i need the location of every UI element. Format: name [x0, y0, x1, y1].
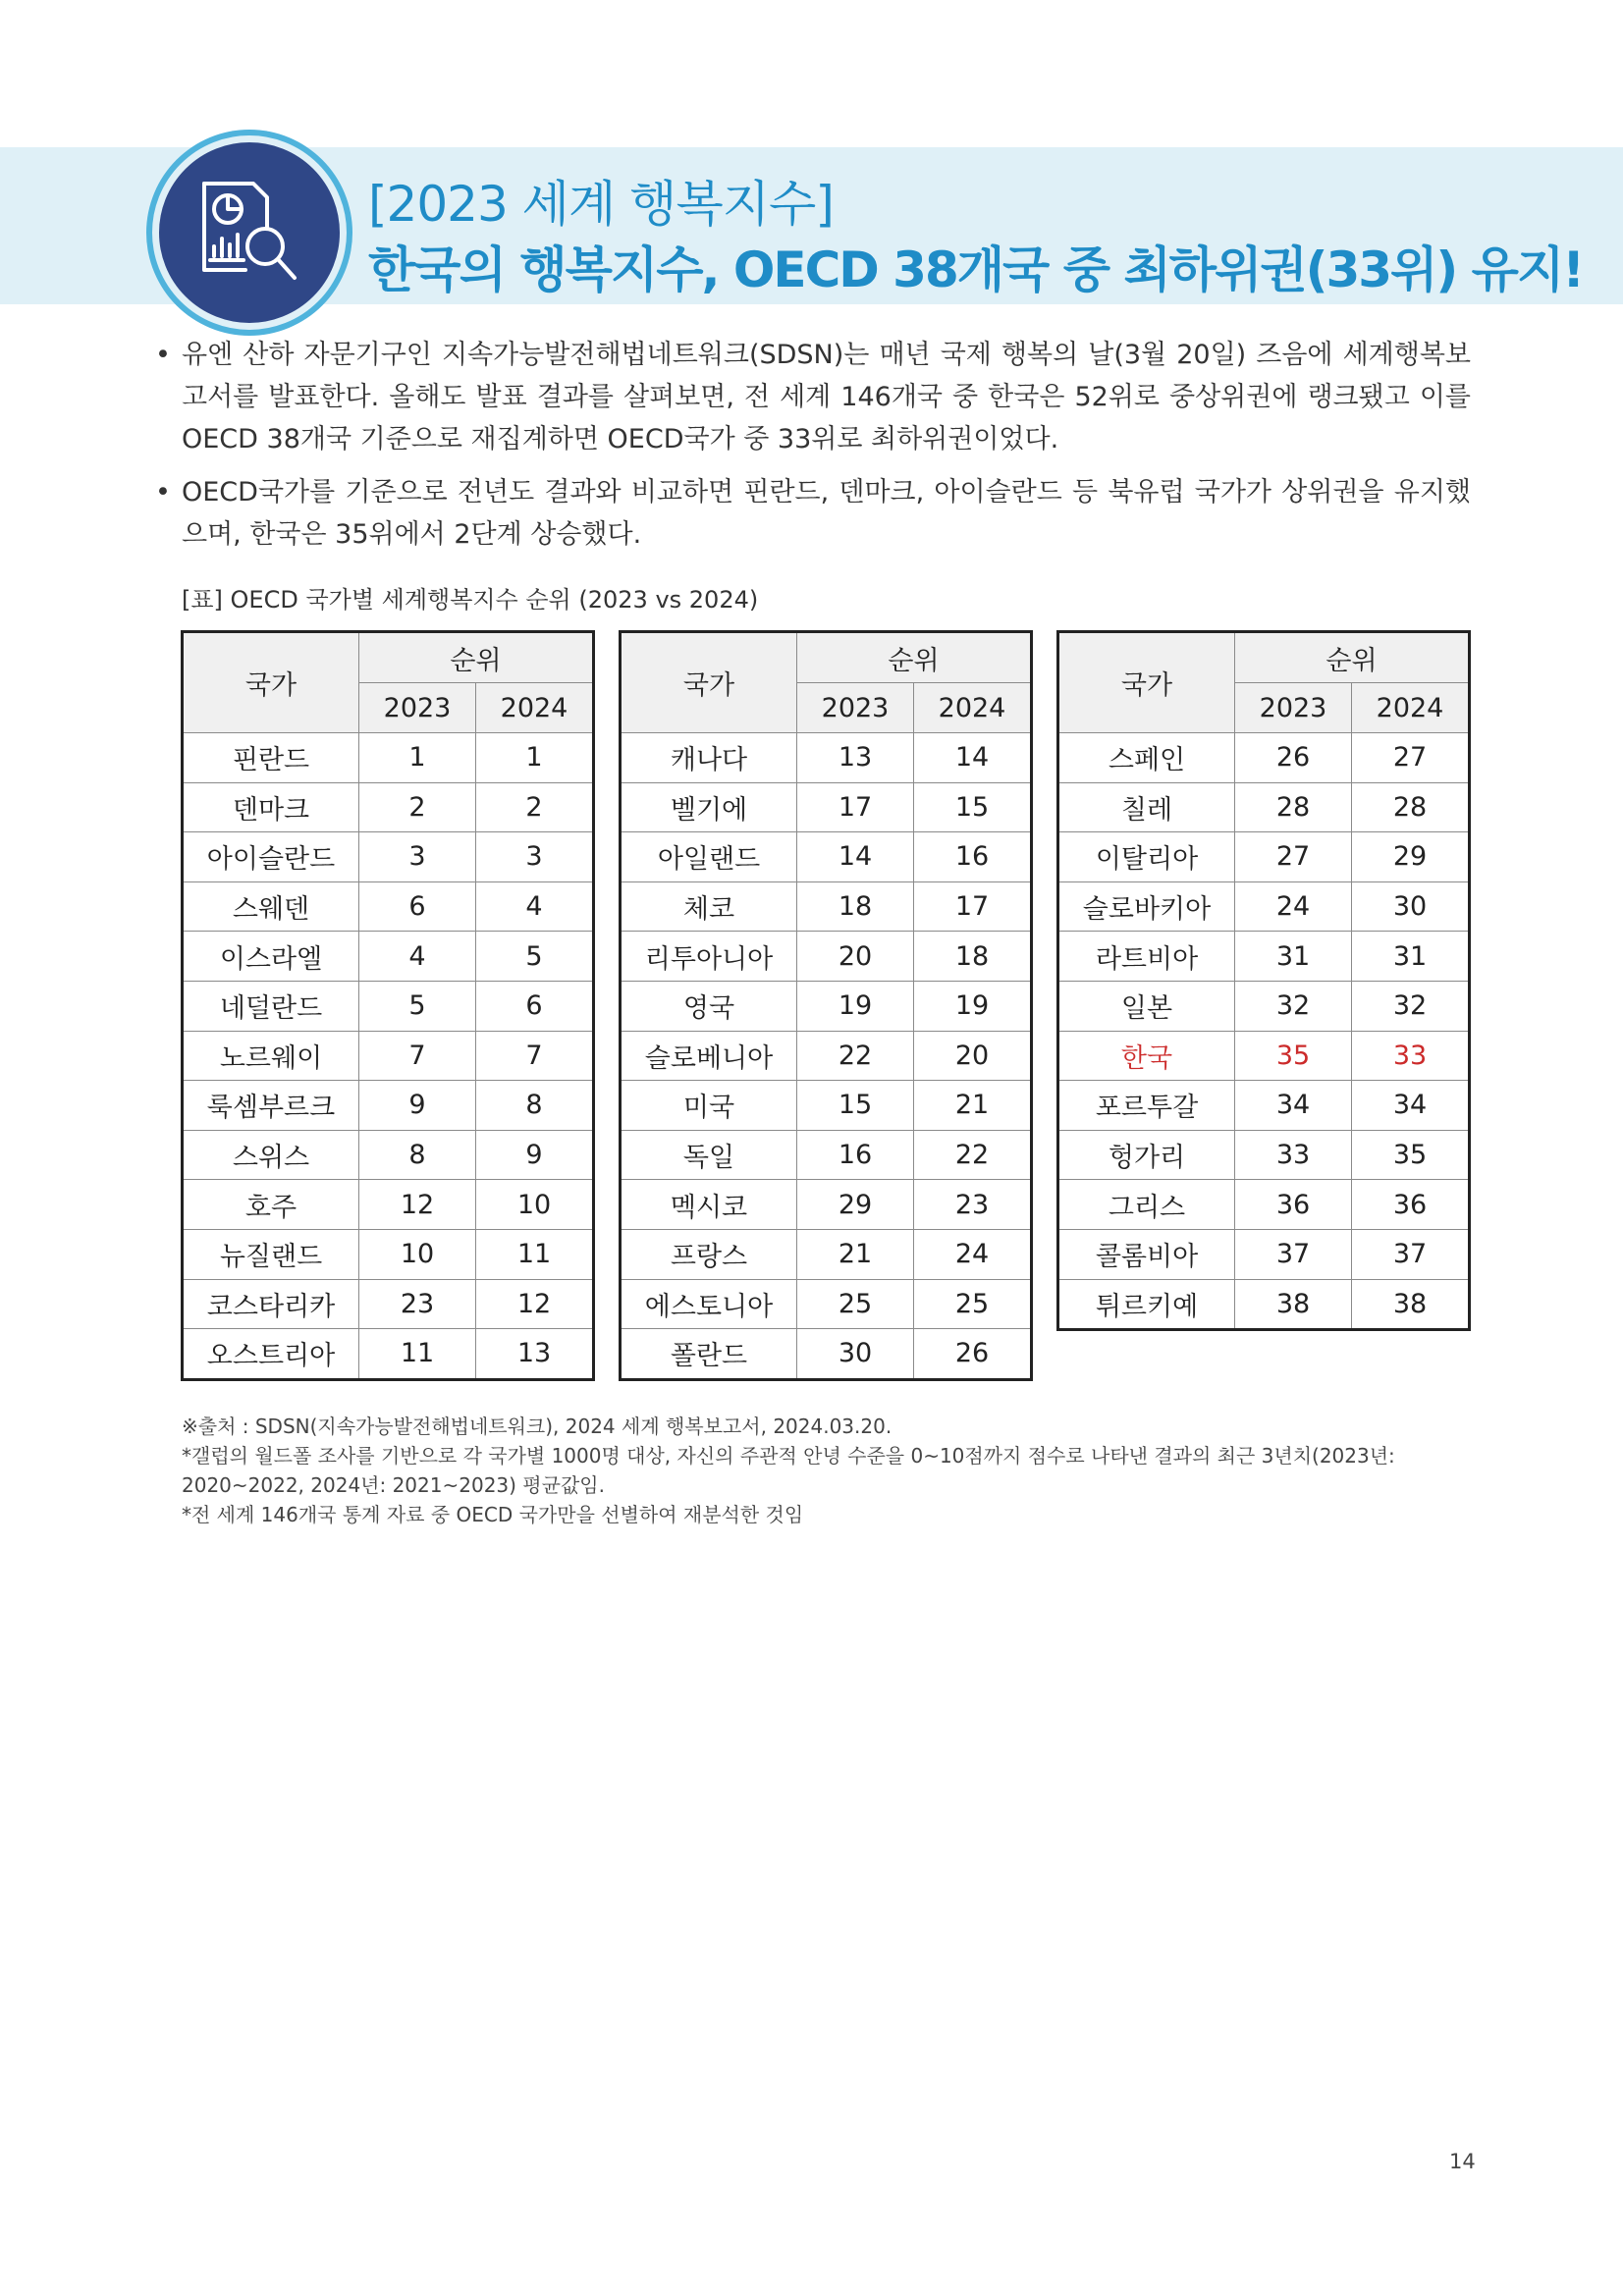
rank-2023-cell: 23 [359, 1279, 476, 1329]
rank-2023-cell: 20 [797, 932, 914, 982]
table-row [1058, 981, 1470, 1031]
country-cell: 스페인 [1058, 733, 1235, 783]
country-cell: 핀란드 [183, 733, 359, 783]
rank-2024-cell: 10 [476, 1180, 594, 1230]
table-row [183, 1031, 594, 1081]
rank-2023-cell: 9 [359, 1081, 476, 1131]
table-row [183, 932, 594, 982]
country-cell: 룩셈부르크 [183, 1081, 359, 1131]
table-header-row [621, 632, 1032, 683]
rank-2024-cell: 38 [1352, 1279, 1470, 1330]
country-cell: 이탈리아 [1058, 832, 1235, 882]
rank-2024-cell: 5 [476, 932, 594, 982]
rank-2023-cell: 11 [359, 1329, 476, 1380]
rank-2024-cell: 20 [914, 1031, 1032, 1081]
rank-2024-cell: 12 [476, 1279, 594, 1329]
rank-2024-cell: 32 [1352, 981, 1470, 1031]
table-row [621, 782, 1032, 832]
country-cell: 일본 [1058, 981, 1235, 1031]
rank-2024-cell: 22 [914, 1130, 1032, 1180]
rank-2023-cell: 13 [797, 733, 914, 783]
country-cell: 코스타리카 [183, 1279, 359, 1329]
table-row [1058, 733, 1470, 783]
country-cell: 슬로베니아 [621, 1031, 797, 1081]
rank-2023-cell: 14 [797, 832, 914, 882]
bullet-item [155, 334, 1471, 460]
country-cell: 스웨덴 [183, 881, 359, 932]
table-row [183, 1180, 594, 1230]
country-cell: 덴마크 [183, 782, 359, 832]
country-cell: 뉴질랜드 [183, 1229, 359, 1279]
rank-2024-cell: 28 [1352, 782, 1470, 832]
rank-2024-cell: 18 [914, 932, 1032, 982]
header-year-2024: 2024 [914, 683, 1032, 733]
table-row [183, 782, 594, 832]
bullet-item [155, 471, 1471, 556]
rank-2024-cell: 29 [1352, 832, 1470, 882]
rank-2023-cell: 18 [797, 881, 914, 932]
table-row [1058, 832, 1470, 882]
header-rank: 순위 [1235, 632, 1470, 683]
rank-2023-cell: 25 [797, 1279, 914, 1329]
title-line-1: [2023 세계 행복지수] [368, 176, 834, 233]
rank-2023-cell: 5 [359, 981, 476, 1031]
country-cell: 영국 [621, 981, 797, 1031]
table-header-row [1058, 632, 1470, 683]
header-year-2023: 2023 [359, 683, 476, 733]
ranking-table-3 [1056, 630, 1471, 1331]
table-row [183, 1329, 594, 1380]
country-cell: 스위스 [183, 1130, 359, 1180]
rank-2023-cell: 30 [797, 1329, 914, 1380]
rank-2023-cell: 6 [359, 881, 476, 932]
rank-2023-cell: 16 [797, 1130, 914, 1180]
rank-2023-cell: 35 [1235, 1031, 1352, 1081]
header-year-2023: 2023 [797, 683, 914, 733]
header-country: 국가 [1058, 632, 1235, 733]
table-header-row [183, 632, 594, 683]
country-cell: 슬로바키아 [1058, 881, 1235, 932]
bullet-marker: • [155, 477, 171, 507]
rank-2023-cell: 1 [359, 733, 476, 783]
rank-2023-cell: 4 [359, 932, 476, 982]
rank-2024-cell: 15 [914, 782, 1032, 832]
ranking-table-2 [619, 630, 1033, 1381]
table-row [621, 1279, 1032, 1329]
table-row [621, 1229, 1032, 1279]
source-note: ※출처 : SDSN(지속가능발전해법네트워크), 2024 세계 행복보고서, 2024.03.20. [182, 1415, 893, 1438]
rank-2024-cell: 31 [1352, 932, 1470, 982]
rank-2023-cell: 37 [1235, 1229, 1352, 1279]
country-cell: 오스트리아 [183, 1329, 359, 1380]
rank-2024-cell: 14 [914, 733, 1032, 783]
ranking-table-1 [181, 630, 595, 1381]
method-note: *갤럽의 월드폴 조사를 기반으로 각 국가별 1000명 대상, 자신의 주관적 안녕 수준을 0~10점까지 점수로 나타낸 결과의 최근 3년치(2023년: 2020~2022, 2024년: 2021~2023) 평균값임. [182, 1444, 1395, 1497]
rank-2023-cell: 19 [797, 981, 914, 1031]
country-cell: 멕시코 [621, 1180, 797, 1230]
rank-2024-cell: 16 [914, 832, 1032, 882]
country-cell: 이스라엘 [183, 932, 359, 982]
rank-2023-cell: 26 [1235, 733, 1352, 783]
rank-2024-cell: 30 [1352, 881, 1470, 932]
rank-2024-cell: 25 [914, 1279, 1032, 1329]
table-row [183, 981, 594, 1031]
table-row [621, 1081, 1032, 1131]
table-row [621, 1130, 1032, 1180]
table-row [1058, 1229, 1470, 1279]
table-row [183, 881, 594, 932]
rank-2024-cell: 27 [1352, 733, 1470, 783]
rank-2024-cell: 37 [1352, 1229, 1470, 1279]
table-row [183, 733, 594, 783]
table-row [1058, 1279, 1470, 1330]
rank-2024-cell: 2 [476, 782, 594, 832]
header-year-2024: 2024 [476, 683, 594, 733]
rank-2023-cell: 10 [359, 1229, 476, 1279]
rank-2024-cell: 4 [476, 881, 594, 932]
table-row [1058, 881, 1470, 932]
rank-2024-cell: 3 [476, 832, 594, 882]
scope-note: *전 세계 146개국 통계 자료 중 OECD 국가만을 선별하여 재분석한 것임 [182, 1503, 804, 1526]
table-row [621, 733, 1032, 783]
table-row [1058, 1130, 1470, 1180]
header-rank: 순위 [797, 632, 1032, 683]
country-cell: 리투아니아 [621, 932, 797, 982]
rank-2023-cell: 7 [359, 1031, 476, 1081]
rank-2023-cell: 28 [1235, 782, 1352, 832]
rank-2023-cell: 17 [797, 782, 914, 832]
table-row [183, 1279, 594, 1329]
country-cell: 프랑스 [621, 1229, 797, 1279]
rank-2024-cell: 11 [476, 1229, 594, 1279]
table-row [183, 832, 594, 882]
country-cell: 아이슬란드 [183, 832, 359, 882]
country-cell: 한국 [1058, 1031, 1235, 1081]
country-cell: 체코 [621, 881, 797, 932]
table-row [183, 1130, 594, 1180]
rank-2024-cell: 9 [476, 1130, 594, 1180]
table-row [1058, 782, 1470, 832]
header-country: 국가 [621, 632, 797, 733]
header-year-2023: 2023 [1235, 683, 1352, 733]
country-cell: 폴란드 [621, 1329, 797, 1380]
rank-2023-cell: 24 [1235, 881, 1352, 932]
country-cell: 헝가리 [1058, 1130, 1235, 1180]
country-cell: 미국 [621, 1081, 797, 1131]
title-line-2: 한국의 행복지수, OECD 38개국 중 최하위권(33위) 유지! [368, 241, 1584, 298]
table-caption: [표] OECD 국가별 세계행복지수 순위 (2023 vs 2024) [182, 586, 759, 614]
table-row [621, 832, 1032, 882]
rank-2024-cell: 8 [476, 1081, 594, 1131]
page-number: 14 [1449, 2150, 1476, 2173]
rank-2023-cell: 2 [359, 782, 476, 832]
country-cell: 네덜란드 [183, 981, 359, 1031]
rank-2023-cell: 34 [1235, 1081, 1352, 1131]
rank-2024-cell: 26 [914, 1329, 1032, 1380]
rank-2024-cell: 7 [476, 1031, 594, 1081]
table-row [621, 981, 1032, 1031]
header-icon-badge [152, 135, 347, 330]
rank-2023-cell: 3 [359, 832, 476, 882]
rank-2024-cell: 35 [1352, 1130, 1470, 1180]
table-row [1058, 1081, 1470, 1131]
country-cell: 칠레 [1058, 782, 1235, 832]
bullet-list [155, 334, 1471, 566]
rank-2024-cell: 23 [914, 1180, 1032, 1230]
rank-2024-cell: 34 [1352, 1081, 1470, 1131]
rank-2023-cell: 38 [1235, 1279, 1352, 1330]
country-cell: 그리스 [1058, 1180, 1235, 1230]
country-cell: 에스토니아 [621, 1279, 797, 1329]
rank-2024-cell: 19 [914, 981, 1032, 1031]
rank-2024-cell: 6 [476, 981, 594, 1031]
header-rank: 순위 [359, 632, 594, 683]
rank-2024-cell: 33 [1352, 1031, 1470, 1081]
country-cell: 노르웨이 [183, 1031, 359, 1081]
rank-2023-cell: 31 [1235, 932, 1352, 982]
country-cell: 캐나다 [621, 733, 797, 783]
rank-2023-cell: 12 [359, 1180, 476, 1230]
bullet-text: 유엔 산하 자문기구인 지속가능발전해법네트워크(SDSN)는 매년 국제 행복의 날(3월 20일) 즈음에 세계행복보고서를 발표한다. 올해도 발표 결과를 살펴보면, 전 세계 146개국 중 한국은 52위로 중상위권에 랭크됐고 이를 OECD 38개국 기준으로 재집계하면 OECD국가 중 33위로 최하위권이었다. [182, 340, 1471, 454]
country-cell: 튀르키예 [1058, 1279, 1235, 1330]
bullet-text: OECD국가를 기준으로 전년도 결과와 비교하면 핀란드, 덴마크, 아이슬란드 등 북유럽 국가가 상위권을 유지했으며, 한국은 35위에서 2단계 상승했다. [182, 477, 1471, 550]
country-cell: 벨기에 [621, 782, 797, 832]
rank-2023-cell: 21 [797, 1229, 914, 1279]
rank-2024-cell: 13 [476, 1329, 594, 1380]
bullet-marker: • [155, 340, 171, 370]
table-row [183, 1229, 594, 1279]
table-row [621, 1329, 1032, 1380]
rank-2023-cell: 33 [1235, 1130, 1352, 1180]
country-cell: 호주 [183, 1180, 359, 1230]
rank-2024-cell: 36 [1352, 1180, 1470, 1230]
table-row [1058, 1180, 1470, 1230]
table-row [621, 1180, 1032, 1230]
rank-2024-cell: 24 [914, 1229, 1032, 1279]
footnotes [182, 1412, 1458, 1529]
table-row [1058, 932, 1470, 982]
country-cell: 포르투갈 [1058, 1081, 1235, 1131]
rank-2023-cell: 15 [797, 1081, 914, 1131]
rank-2023-cell: 22 [797, 1031, 914, 1081]
rank-2023-cell: 32 [1235, 981, 1352, 1031]
country-cell: 독일 [621, 1130, 797, 1180]
country-cell: 콜롬비아 [1058, 1229, 1235, 1279]
header-country: 국가 [183, 632, 359, 733]
report-search-icon [194, 176, 304, 286]
table-row [621, 932, 1032, 982]
rank-2023-cell: 29 [797, 1180, 914, 1230]
table-row [621, 1031, 1032, 1081]
rank-2024-cell: 1 [476, 733, 594, 783]
rank-2024-cell: 21 [914, 1081, 1032, 1131]
rank-2024-cell: 17 [914, 881, 1032, 932]
country-cell: 라트비아 [1058, 932, 1235, 982]
rank-2023-cell: 8 [359, 1130, 476, 1180]
table-row [621, 881, 1032, 932]
rank-2023-cell: 36 [1235, 1180, 1352, 1230]
header-year-2024: 2024 [1352, 683, 1470, 733]
country-cell: 아일랜드 [621, 832, 797, 882]
rank-2023-cell: 27 [1235, 832, 1352, 882]
table-row [1058, 1031, 1470, 1081]
table-row [183, 1081, 594, 1131]
